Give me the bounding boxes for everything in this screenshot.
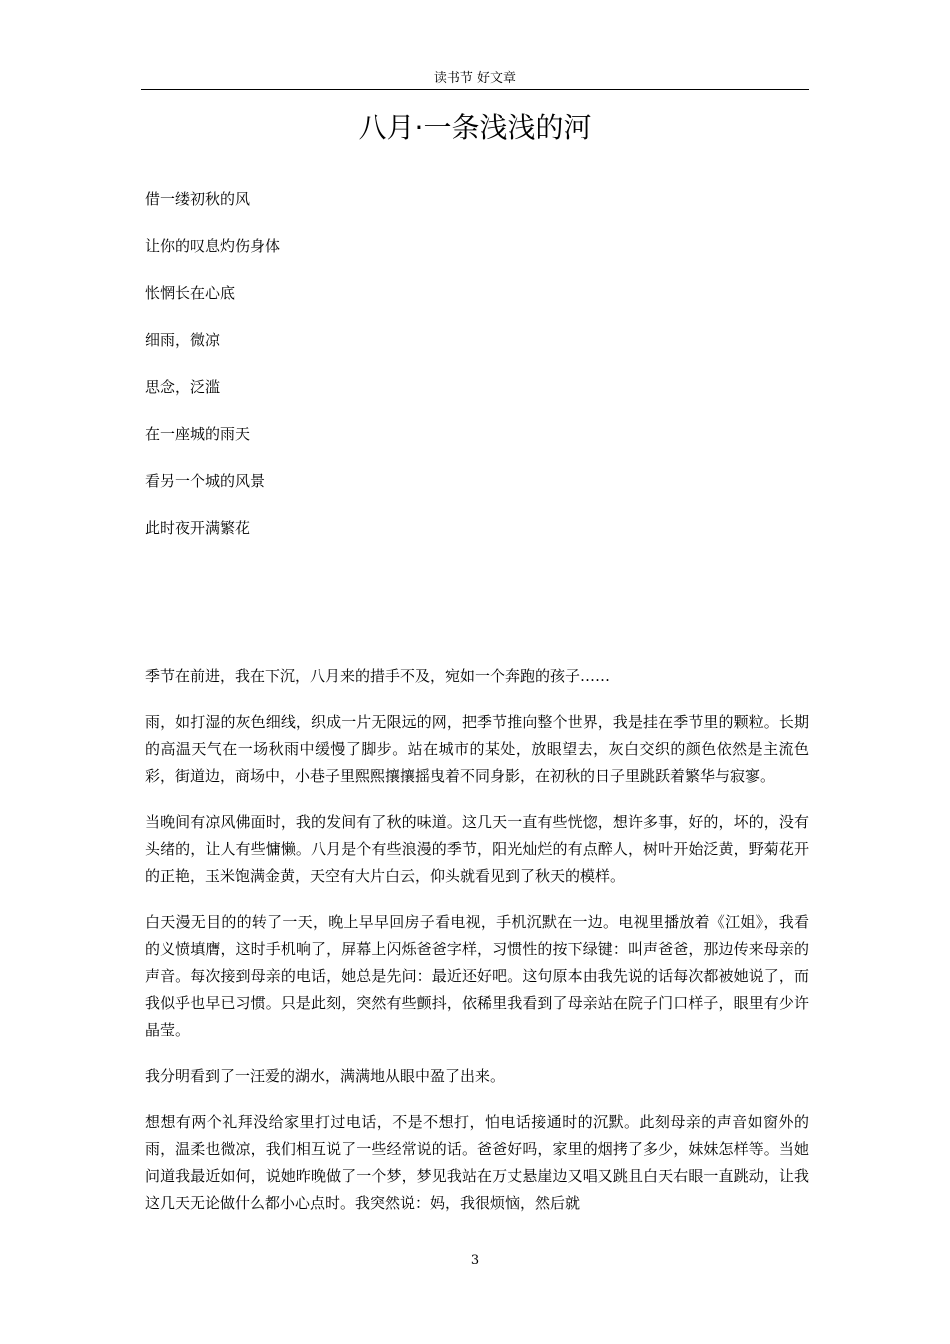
- poem-line: 细雨，微凉: [145, 331, 221, 349]
- paragraph: 想想有两个礼拜没给家里打过电话，不是不想打，怕电话接通时的沉默。此刻母亲的声音如窗外的雨，温柔也微凉，我们相互说了一些经常说的话。爸爸好吗，家里的烟拷了多少，妹妹怎样等。当她问道我最近如何，说她昨晚做了一个梦，梦见我站在万丈悬崖边又唱又跳且白天右眼一直跳动，让我这几天无论做什么都小心点时。我突然说：妈，我很烦恼，然后就: [145, 1113, 809, 1212]
- paragraph: 当晚间有凉风佛面时，我的发间有了秋的味道。这几天一直有些恍惚，想许多事，好的，坏的，没有头绪的，让人有些慵懒。八月是个有些浪漫的季节，阳光灿烂的有点醉人，树叶开始泛黄，野菊花开的正艳，玉米饱满金黄，天空有大片白云，仰头就看见到了秋天的模样。: [145, 813, 809, 885]
- paragraph: 我分明看到了一汪爱的湖水，满满地从眼中盈了出来。: [145, 1067, 506, 1085]
- page-number: 3: [470, 1253, 480, 1268]
- poem-line: 思念，泛滥: [145, 378, 221, 396]
- running-header: 读书节 好文章: [433, 71, 517, 86]
- poem-line: 此时夜开满繁花: [145, 519, 251, 537]
- paragraph: 白天漫无目的的转了一天，晚上早早回房子看电视，手机沉默在一边。电视里播放着《江姐》，我看的义愤填膺，这时手机响了，屏幕上闪烁爸爸字样，习惯性的按下绿键：叫声爸爸，那边传来母亲的声音。每次接到母亲的电话，她总是先问：最近还好吧。这句原本由我先说的话每次都被她说了，而我似乎也早已习惯。只是此刻，突然有些颤抖，依稀里我看到了母亲站在院子门口样子，眼里有少许晶莹。: [145, 913, 809, 1039]
- paragraph: 雨，如打湿的灰色细线，织成一片无限远的网，把季节推向整个世界，我是挂在季节里的颗粒。长期的高温天气在一场秋雨中缓慢了脚步。站在城市的某处，放眼望去，灰白交织的颜色依然是主流色彩，街道边，商场中，小巷子里熙熙攘攘摇曳着不同身影，在初秋的日子里跳跃着繁华与寂寥。: [145, 713, 809, 785]
- poem-stanza: [145, 188, 280, 564]
- poem-line: 在一座城的雨天: [145, 425, 251, 443]
- poem-line: 怅惘长在心底: [145, 284, 236, 302]
- page-title: 八月·一条浅浅的河: [358, 111, 592, 144]
- poem-line: 看另一个城的风景: [145, 472, 266, 490]
- poem-line: 借一缕初秋的风: [145, 190, 251, 208]
- paragraph: 季节在前进，我在下沉，八月来的措手不及，宛如一个奔跑的孩子……: [145, 667, 611, 685]
- poem-line: 让你的叹息灼伤身体: [145, 237, 281, 255]
- header-divider: [141, 89, 809, 90]
- prose-body: [145, 663, 809, 1236]
